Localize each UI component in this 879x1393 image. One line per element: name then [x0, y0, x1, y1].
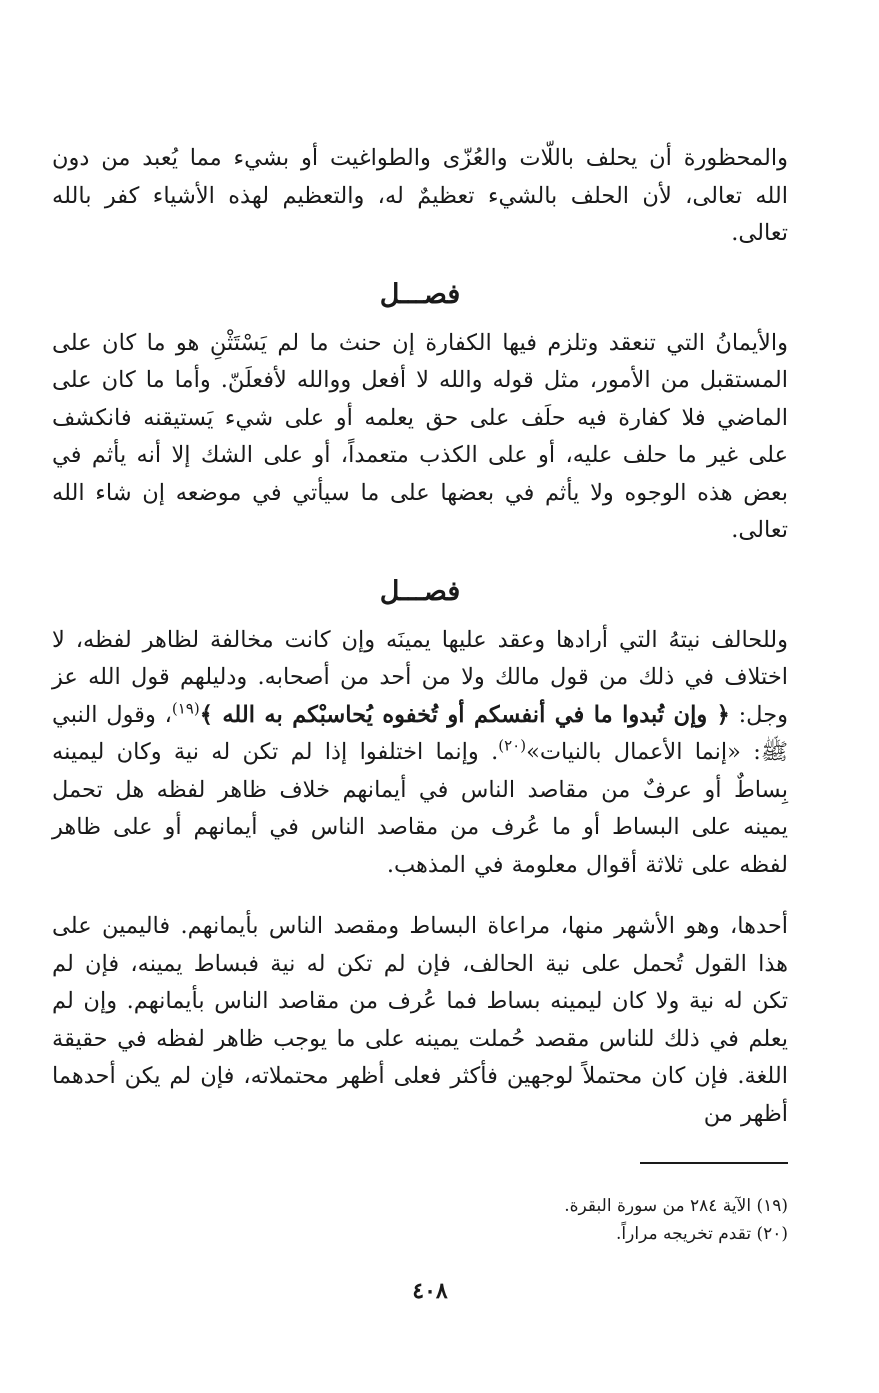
page-number: ٤٠٨: [412, 1278, 448, 1304]
section-heading-fasl-2: فصـــل: [379, 575, 461, 607]
paragraph-binding-oaths: والأيمانُ التي تنعقد وتلزم فيها الكفارة إن حنث ما لم يَسْتَثْنِ هو ما كان على المستقبل من الأمور، مثل قوله والله لا أفعل ووالله لأفعلَنّ. وأما ما كان على الماضي فلا كفارة فيه حلَف على حق يعلمه أو على شيء يَستيقنه فانكشف على غير ما حلف عليه، أو على الكذب متعمداً، أو على الشك إلا أنه يأثم في بعض هذه الوجوه ولا يأثم في بعضها على ما سيأتي في موضعه إن شاء الله تعالى.: [52, 329, 788, 543]
paragraph-intention-text-a: وللحالف نيتهُ التي أرادها وعقد عليها يمينَه وإن كانت مخالفة لظاهر لفظه، لا اختلاف في ذلك من قول مالك ولا من أحد من أصحابه. ودليلهم قول الله عز وجل:: [52, 626, 788, 728]
footnotes: [440, 1192, 788, 1248]
footnote-ref-20: (٢٠): [498, 736, 527, 755]
footnote-19: (١٩) الآية ٢٨٤ من سورة البقرة.: [564, 1196, 788, 1216]
paragraph-oaths-prohibited: والمحظورة أن يحلف باللّات والعُزّى والطواغيت أو بشيء مما يُعبد من دون الله تعالى، لأن الحلف بالشيء تعظيمٌ له، والتعظيم لهذه الأشياء كفر بالله تعالى.: [52, 145, 788, 246]
paragraph-intention-text-c: . وإنما اختلفوا إذا لم تكن له نية وكان ليمينه بِساطٌ أو عرفٌ من مقاصد الناس في أيمانهم خلاف ظاهر لفظه هل تحمل يمينه على البساط أو ما عُرف من مقاصد الناس في أيمانهم أو على ظاهر لفظه على ثلاثة أقوال معلومة في المذهب.: [52, 739, 788, 878]
paragraph-intention: [52, 622, 788, 885]
footnote-ref-19: (١٩): [171, 699, 200, 717]
section-heading-fasl-1: فصـــل: [379, 278, 461, 310]
paragraph-intention-text-b: ، وقول النبي ﷺ: «إنما الأعمال بالنيات»: [52, 701, 789, 765]
page-body: [52, 140, 788, 1133]
footnote-20: (٢٠) تقدم تخريجه مراراً.: [616, 1224, 788, 1244]
quran-verse: ﴿ وإن تُبدوا ما في أنفسكم أو تُخفوه يُحاسبْكم به الله ﴾: [199, 701, 730, 728]
footnote-divider: [640, 1162, 788, 1164]
paragraph-first-opinion: أحدها، وهو الأشهر منها، مراعاة البساط ومقصد الناس بأيمانهم. فاليمين على هذا القول تُحمل على نية الحالف، فإن لم تكن له نية فبساط يمينه، فإن لم تكن له نية ولا كان ليمينه بساط فما عُرف من مقاصد الناس بأيمانهم. وإن لم يعلم في ذلك للناس مقصد حُملت يمينه على ما يوجب ظاهر لفظه في حقيقة اللغة. فإن كان محتملاً لوجهين فأكثر فعلى أظهر محتملاته، فإن لم يكن أحدهما أظهر من: [52, 913, 788, 1127]
